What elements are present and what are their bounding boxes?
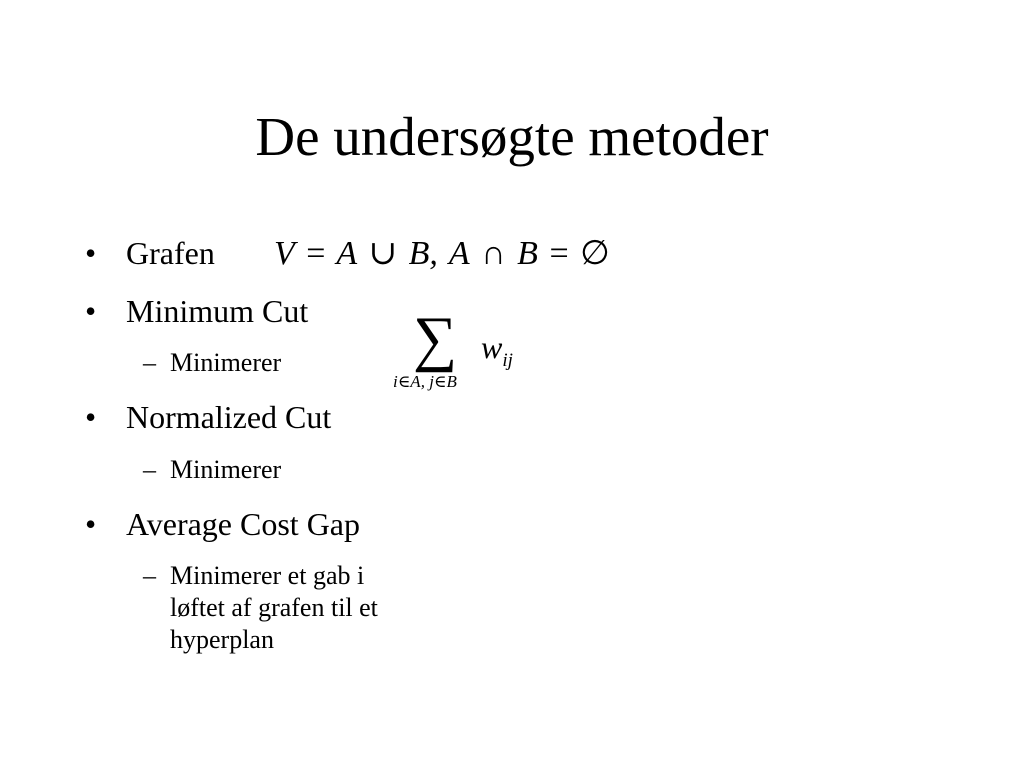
bullet-grafen <box>85 234 215 272</box>
bullet-label: Minimum Cut <box>126 293 309 329</box>
formula-token: = <box>549 235 569 272</box>
formula-token: A <box>448 235 470 272</box>
bullet-average-cost-gap <box>85 505 360 543</box>
bullet-label: Normalized Cut <box>126 399 332 435</box>
sigma-symbol: ∑ <box>413 305 458 373</box>
formula-token: = <box>306 235 326 272</box>
sub-bullet-marker: – <box>143 561 156 590</box>
bullet-normalized-cut <box>85 398 331 436</box>
slide-title: De undersøgte metoder <box>255 106 769 167</box>
sub-bullet-minimum-cut <box>143 347 281 379</box>
sub-bullet-label: Minimerer <box>170 348 282 377</box>
formula-token: V <box>274 235 295 272</box>
bullet-marker: • <box>85 506 97 542</box>
graph-partition-formula <box>274 232 613 276</box>
bullet-marker: • <box>85 235 97 271</box>
bullet-marker: • <box>85 399 97 435</box>
sub-bullet-text: Minimerer et gab i <box>170 561 365 590</box>
bullet-minimum-cut <box>85 292 308 330</box>
weight-subscript: ij <box>502 350 513 371</box>
bullet-label: Average Cost Gap <box>126 506 360 542</box>
sub-bullet-line <box>143 560 443 592</box>
sub-bullet-line: hyperplan <box>170 625 274 654</box>
bullet-label: Grafen <box>126 235 215 271</box>
sub-bullet-label: Minimerer <box>170 455 282 484</box>
sub-bullet-average-cost-gap <box>143 560 443 656</box>
formula-token: ∪ <box>368 235 398 272</box>
cut-sum-formula <box>393 306 533 396</box>
sub-bullet-marker: – <box>143 348 156 377</box>
bullet-marker: • <box>85 293 97 329</box>
sum-limits: i∈A, j∈B <box>393 372 457 391</box>
sum-term <box>481 328 513 380</box>
sub-bullet-normalized-cut <box>143 454 281 486</box>
formula-token: B <box>517 235 538 272</box>
formula-token: ∩ <box>481 235 506 272</box>
formula-token: A <box>336 235 358 272</box>
weight-symbol: w <box>481 329 503 365</box>
formula-token: ∅ <box>580 235 610 272</box>
formula-token: B, <box>408 235 438 272</box>
sub-bullet-marker: – <box>143 455 156 484</box>
sub-bullet-line: løftet af grafen til et <box>170 593 378 622</box>
